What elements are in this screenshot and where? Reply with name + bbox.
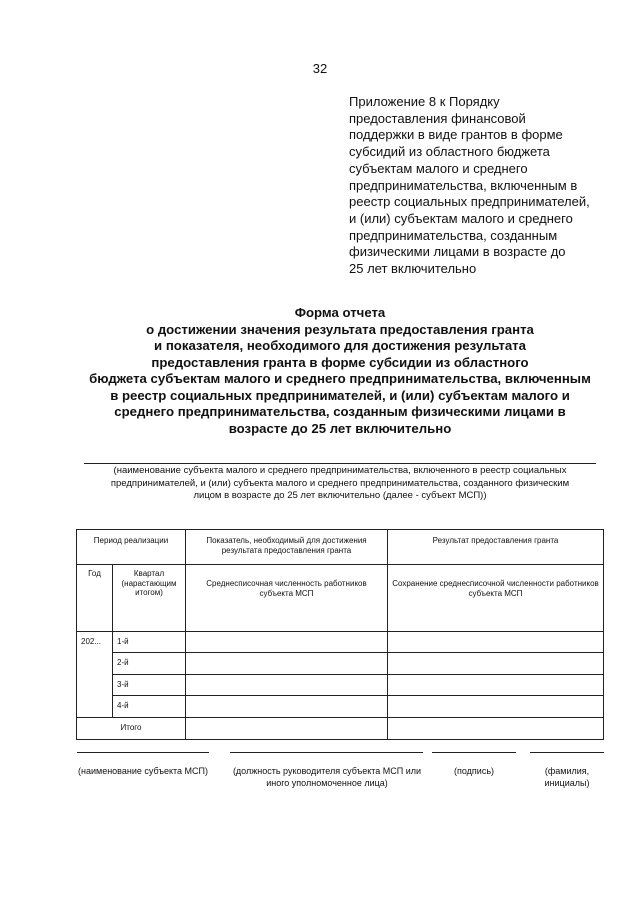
- entity-name-caption: [80, 465, 600, 503]
- entity-signature-label: (наименование субъекта МСП): [78, 766, 208, 776]
- entity-name-field[interactable]: [84, 463, 596, 464]
- year-cell: 202...: [77, 632, 113, 718]
- title-line: в реестр социальных предпринимателей, и (или) субъектам малого и: [110, 387, 570, 403]
- appendix-line: субсидий из областного бюджета: [349, 144, 550, 160]
- title-line: о достижении значения результата предоставления гранта: [146, 321, 534, 337]
- appendix-line: поддержки в виде грантов в форме: [349, 127, 563, 143]
- caption-line: (наименование субъекта малого и среднего предпринимательства, включенного в реестр социальных: [113, 465, 567, 476]
- page-number: 32: [312, 61, 328, 76]
- appendix-line: Приложение 8 к Порядку: [349, 94, 500, 109]
- appendix-line: физическими лицами в возрасте до: [349, 244, 566, 260]
- result-value-cell[interactable]: [388, 632, 604, 653]
- result-header: Результат предоставления гранта: [388, 530, 604, 565]
- period-header: Период реализации: [77, 530, 186, 565]
- caption-line: предпринимателей, и (или) субъекта малого и среднего предпринимательства, созданного физическим: [110, 477, 570, 489]
- signature-line[interactable]: [432, 752, 516, 753]
- appendix-line: предпринимательства, созданным: [349, 227, 558, 243]
- caption-line: лицом в возрасте до 25 лет включительно (далее - субъект МСП)): [193, 490, 487, 501]
- year-header: Год: [77, 565, 113, 632]
- initials-signature-line[interactable]: [530, 752, 604, 753]
- appendix-line: предпринимательства, включенным в: [349, 177, 578, 193]
- title-line: бюджета субъектам малого и среднего предпринимательства, включенным: [89, 371, 591, 386]
- indicator-header: Показатель, необходимый для достижения результата предоставления гранта: [186, 530, 388, 565]
- initials-signature-label: (фамилия, инициалы): [544, 766, 590, 788]
- appendix-line: 25 лет включительно: [349, 261, 477, 277]
- result-total-cell[interactable]: [388, 718, 604, 740]
- quarter-cell: 3-й: [113, 675, 186, 696]
- title-line: предоставления гранта в форме субсидии из областного: [151, 354, 529, 370]
- quarter-cell: 1-й: [113, 632, 186, 653]
- appendix-line: субъектам малого и среднего: [349, 160, 528, 176]
- title-line: и показателя, необходимого для достижения результата: [154, 338, 526, 353]
- title-line: Форма отчета: [294, 305, 386, 320]
- indicator-value-cell[interactable]: [186, 675, 388, 696]
- indicator-subheader: Среднесписочная численность работников субъекта МСП: [186, 565, 388, 632]
- position-signature-label: (должность руководителя субъекта МСП или иного уполномоченное лица): [232, 766, 422, 788]
- signature-label: (подпись): [453, 766, 495, 776]
- result-value-cell[interactable]: [388, 696, 604, 718]
- appendix-note: [349, 94, 619, 278]
- appendix-line: предоставления финансовой: [349, 110, 526, 126]
- entity-signature-line[interactable]: [77, 752, 209, 753]
- total-label: Итого: [77, 718, 186, 740]
- indicator-total-cell[interactable]: [186, 718, 388, 740]
- title-line: среднего предпринимательства, созданным физическими лицами в: [114, 404, 566, 419]
- result-value-cell[interactable]: [388, 675, 604, 696]
- indicator-value-cell[interactable]: [186, 653, 388, 675]
- position-signature-line[interactable]: [230, 752, 423, 753]
- quarter-cell: 2-й: [113, 653, 186, 675]
- report-table: [76, 529, 604, 740]
- form-title: [40, 305, 640, 437]
- title-line: возрасте до 25 лет включительно: [228, 420, 452, 436]
- result-value-cell[interactable]: [388, 653, 604, 675]
- indicator-value-cell[interactable]: [186, 696, 388, 718]
- quarter-cell: 4-й: [113, 696, 186, 718]
- indicator-value-cell[interactable]: [186, 632, 388, 653]
- result-subheader: Сохранение среднесписочной численности работников субъекта МСП: [388, 565, 604, 632]
- quarter-header: Квартал (нарастающим итогом): [113, 565, 186, 632]
- appendix-line: реестр социальных предпринимателей,: [349, 194, 590, 210]
- appendix-line: и (или) субъектам малого и среднего: [349, 210, 573, 226]
